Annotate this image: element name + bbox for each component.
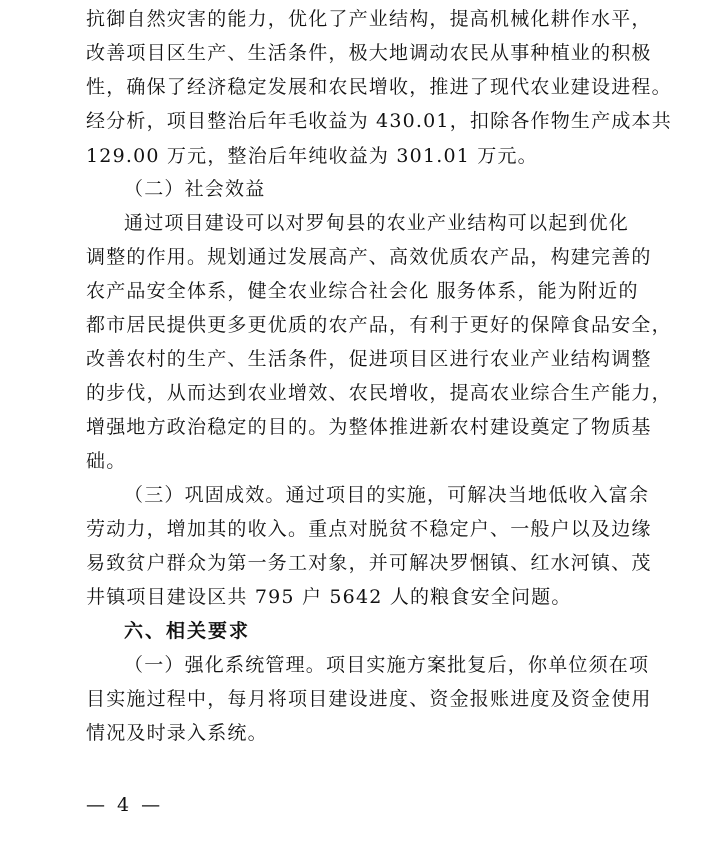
text-line: 改善项目区生产、生活条件，极大地调动农民从事种植业的积极 bbox=[86, 42, 652, 64]
text-line: 易致贫户群众为第一务工对象，并可解决罗悃镇、红水河镇、茂 bbox=[86, 552, 652, 574]
text-line: 调整的作用。规划通过发展高产、高效优质农产品，构建完善的 bbox=[86, 246, 652, 268]
text-line: 通过项目建设可以对罗甸县的农业产业结构可以起到优化 bbox=[124, 212, 630, 234]
text-line: 目实施过程中，每月将项目建设进度、资金报账进度及资金使用 bbox=[86, 688, 652, 710]
text-line: 农产品安全体系，健全农业综合社会化 服务体系，能为附近的 bbox=[86, 280, 639, 302]
section-heading-requirements: 六、相关要求 bbox=[124, 620, 251, 642]
text-line: （三）巩固成效。通过项目的实施，可解决当地低收入富余 bbox=[124, 484, 650, 506]
text-line: 劳动力，增加其的收入。重点对脱贫不稳定户、一般户以及边缘 bbox=[86, 518, 652, 540]
text-line: 改善农村的生产、生活条件，促进项目区进行农业产业结构调整 bbox=[86, 348, 652, 370]
text-line: 的步伐，从而达到农业增效、农民增收，提高农业综合生产能力， bbox=[86, 382, 672, 404]
text-line: 性，确保了经济稳定发展和农民增收，推进了现代农业建设进程。 bbox=[86, 76, 672, 98]
text-line: 增强地方政治稳定的目的。为整体推进新农村建设奠定了物质基 bbox=[86, 416, 652, 438]
text-line: 都市居民提供更多更优质的农产品，有利于更好的保障食品安全， bbox=[86, 314, 672, 336]
text-line: 经分析，项目整治后年毛收益为 430.01，扣除各作物生产成本共 bbox=[86, 110, 672, 132]
text-line: 抗御自然灾害的能力，优化了产业结构，提高机械化耕作水平， bbox=[86, 8, 652, 30]
text-line: 129.00 万元，整治后年纯收益为 301.01 万元。 bbox=[86, 145, 538, 167]
page-number: — 4 — bbox=[86, 794, 164, 816]
text-line: 础。 bbox=[86, 450, 127, 472]
section-heading-social-benefit: （二）社会效益 bbox=[124, 178, 266, 200]
text-line: 情况及时录入系统。 bbox=[86, 722, 268, 744]
text-line: 井镇项目建设区共 795 户 5642 人的粮食安全问题。 bbox=[86, 586, 572, 608]
text-line: （一）强化系统管理。项目实施方案批复后，你单位须在项 bbox=[124, 654, 650, 676]
